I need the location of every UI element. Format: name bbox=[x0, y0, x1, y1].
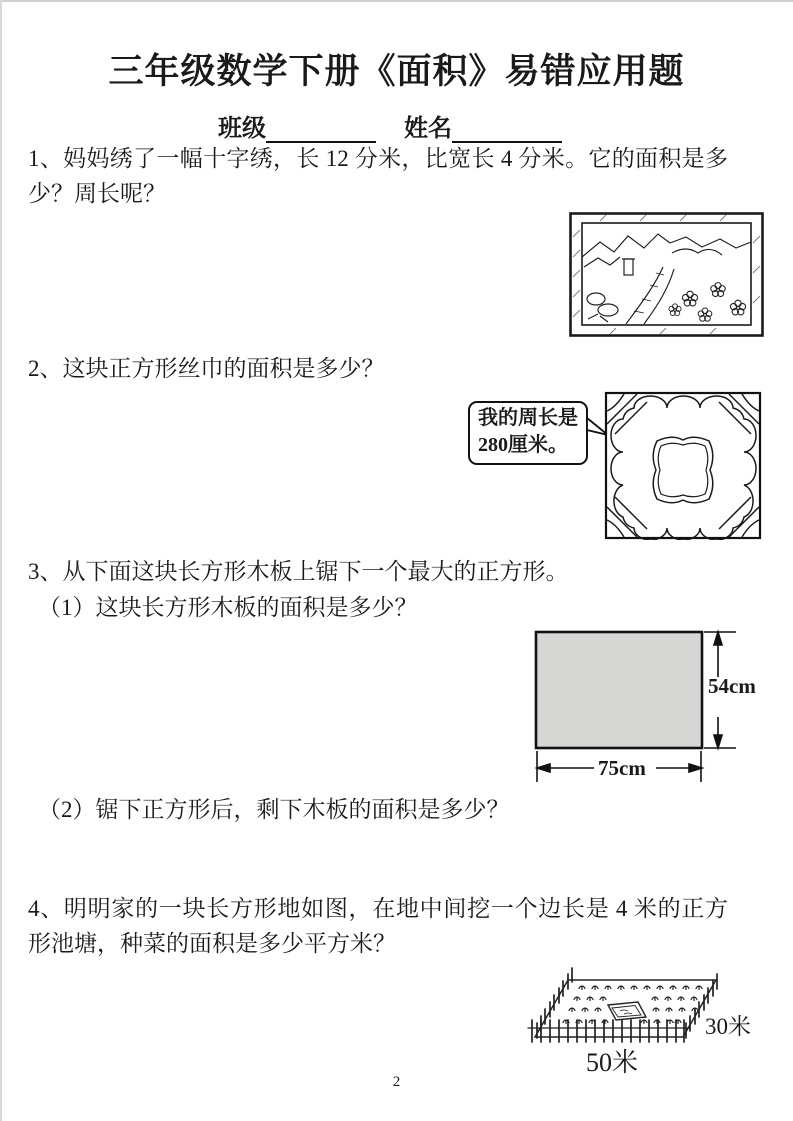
class-name-line bbox=[218, 108, 562, 143]
board-figure bbox=[528, 625, 793, 790]
question-2-text: 2、这块正方形丝巾的面积是多少？ bbox=[28, 356, 385, 381]
page-title: 三年级数学下册《面积》易错应用题 bbox=[108, 52, 685, 92]
bubble-line-1: 我的周长是 bbox=[478, 407, 578, 429]
board-rectangle bbox=[536, 632, 702, 748]
question-1-text: 1、妈妈绣了一幅十字绣，长 12 分米，比宽长 4 分米。它的面积是多少？周长呢？ bbox=[28, 146, 728, 206]
name-blank bbox=[452, 117, 562, 143]
question-3-sub1-text: （1）这块长方形木板的面积是多少？ bbox=[38, 595, 418, 620]
scan-edge-top bbox=[0, 0, 793, 2]
question-3-text: 3、从下面这块长方形木板上锯下一个最大的正方形。 bbox=[28, 559, 569, 584]
question-4-text: 4、明明家的一块长方形地如图，在地中间挖一个边长是 4 米的正方形池塘，种菜的面积是多少平方米？ bbox=[28, 896, 729, 956]
scan-edge-left bbox=[0, 0, 2, 1121]
bubble-line-2: 280厘米。 bbox=[478, 434, 568, 456]
board-width-label: 75cm bbox=[598, 756, 646, 780]
board-height-label: 54cm bbox=[708, 674, 756, 698]
class-label: 班级 bbox=[218, 116, 266, 142]
page-number: 2 bbox=[392, 1074, 401, 1090]
name-label: 姓名 bbox=[404, 116, 452, 142]
scarf-figure bbox=[604, 391, 762, 540]
question-3-sub2-text: （2）锯下正方形后，剩下木板的面积是多少？ bbox=[38, 797, 510, 822]
cross-stitch-figure bbox=[568, 211, 765, 339]
class-blank bbox=[266, 117, 376, 143]
field-width-label: 50米 bbox=[586, 1048, 639, 1077]
field-height-label: 30米 bbox=[705, 1014, 751, 1039]
speech-bubble bbox=[468, 401, 588, 465]
